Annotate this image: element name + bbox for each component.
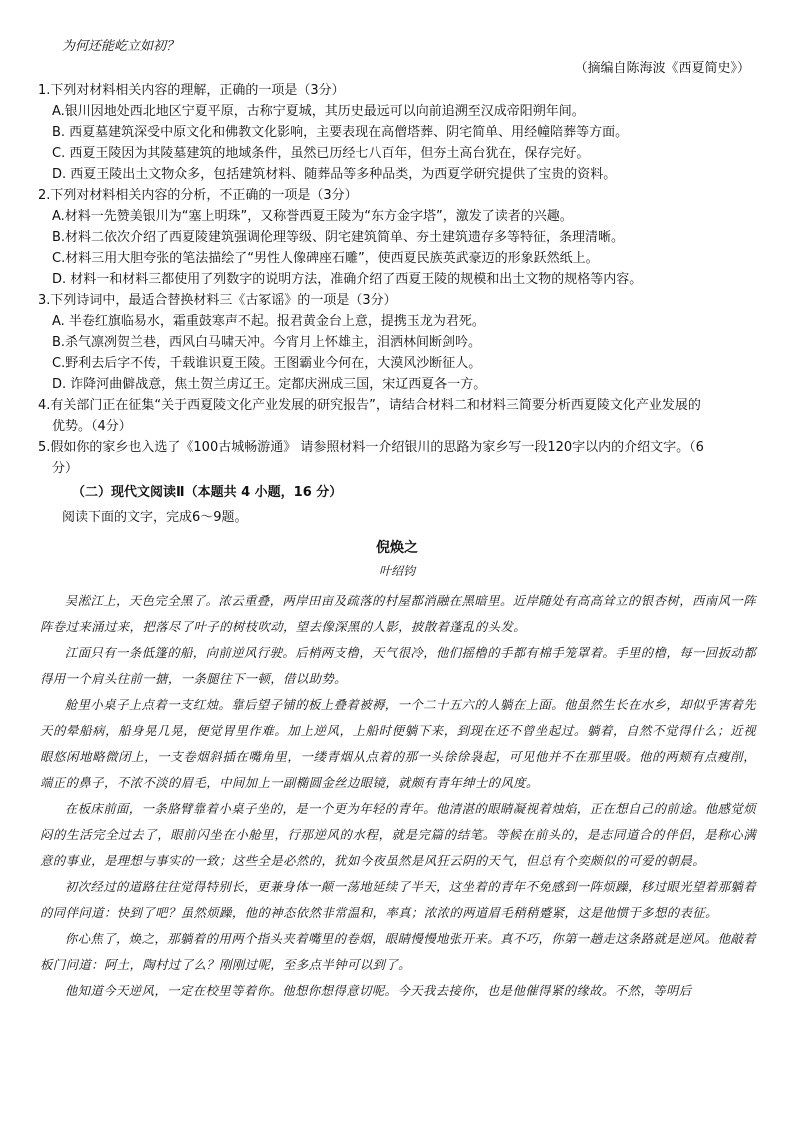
paragraph: 他知道今天逆风，一定在校里等着你。他想你想得意切呢。今天我去接你，也是他催得紧的缘故。不然，等明后 <box>64 983 692 998</box>
question-1 <box>38 80 760 185</box>
section-heading: （二）现代文阅读Ⅱ（本题共 4 小题，16 分） <box>72 485 343 500</box>
question-stem: 2.下列对材料相关内容的分析，不正确的一项是（3分） <box>38 188 358 203</box>
option-b: B.杀气凛冽贺兰巷，西风白马啸天冲。今宵月上怀雄主，泪洒林间断剑吟。 <box>52 335 482 350</box>
question-2 <box>38 185 760 290</box>
question-stem: 3.下列诗词中，最适合替换材料三《古冢谣》的一项是（3分） <box>38 293 397 308</box>
reading-passage <box>40 588 756 1004</box>
paragraph: 吴淞江上，天色完全黑了。浓云重叠，两岸田亩及疏落的村屋都消融在黑暗里。近岸随处有高高耸立的银杏树，西南风一阵阵卷过来涌过来，把落尽了叶子的树枝吹动，望去像深黑的人影，披散着蓬乱的头发。 <box>40 593 756 634</box>
paragraph: 在板床前面，一条胳臂靠着小桌子坐的，是一个更为年轻的青年。他清湛的眼睛凝视着烛焰，正在想自己的前途。他感觉烦闷的生活完全过去了，眼前闪坐在小舱里，行那逆风的水程，就是完篇的结笔。等候在前头的，是志同道合的伴侣，是称心满意的事业，是理想与事实的一致；这些全是必然的，犹如今夜虽然是风狂云阴的天气，但总有个奕颇似的可爱的朝晨。 <box>40 801 756 868</box>
question-3 <box>38 290 760 395</box>
option-c: C.野利去后字不传，千载谁识夏王陵。王图霸业今何在，大漠风沙断征人。 <box>52 356 482 371</box>
continuation-line: 为何还能屹立如初？ <box>62 39 180 54</box>
article-title: 倪焕之 <box>376 540 418 556</box>
question-4 <box>38 395 760 437</box>
article-author: 叶绍钧 <box>378 564 415 578</box>
source-citation: （摘编自陈海波《西夏简史》） <box>574 61 750 76</box>
paragraph: 你心焦了，焕之，那躺着的用两个指头夹着嘴里的卷烟，眼睛慢慢地张开来。真不巧，你第一趟走这条路就是逆风。他敲着板门问道：阿土，陶村过了么？刚刚过呢，至多点半钟可以到了。 <box>40 931 756 972</box>
question-stem: 1.下列对材料相关内容的理解，正确的一项是（3分） <box>38 83 345 98</box>
option-d: D. 诈降河曲僻战意，焦土贺兰虏辽王。定都庆洲成三国，宋辽西夏各一方。 <box>52 377 487 392</box>
paragraph: 舱里小桌子上点着一支红烛。靠后望子铺的板上叠着被褥，一个二十五六的人躺在上面。他虽然生长在水乡，却似乎害着先天的晕船病，船身晃几晃，便觉胃里作难。加上逆风，上船时便躺下来，到现在还不曾坐起过。躺着，自然不觉得什么；近视眼悠闲地略微闭上，一支卷烟斜插在嘴角里，一缕青烟从点着的那一头徐徐袅起，可见他并不在那里吸。他的两颊有点瘦削，端正的鼻子，不浓不淡的眉毛，中间加上一副椭圆金丝边眼镜，就颇有青年绅士的风度。 <box>40 697 756 790</box>
option-a: A. 半卷红旗临易水，霜重鼓寒声不起。报君黄金台上意，提携玉龙为君死。 <box>52 314 485 329</box>
instruction-text: 阅读下面的文字，完成6～9题。 <box>62 510 248 525</box>
question-text: 5.假如你的家乡也入选了《100古城畅游通》 请参照材料一介绍银川的思路为家乡写一段120字以内的介绍文字。（6 <box>38 440 704 455</box>
paragraph: 江面只有一条低篷的船，向前逆风行驶。后梢两支橹，天气很冷，他们摇橹的手都有棉手笼罩着。手里的橹，每一回扳动都得用一个肩头往前一搪，一条腿往下一顿，借以助势。 <box>40 645 756 686</box>
question-5 <box>38 437 760 479</box>
question-text: 4.有关部门正在征集“关于西夏陵文化产业发展的研究报告”，请结合材料二和材料三简要分析西夏陵文化产业发展的 <box>38 398 701 413</box>
option-b: B.材料二依次介绍了西夏陵建筑强调伦理等级、阴宅建筑简单、夯土建筑遗存多等特征，条理清晰。 <box>52 230 625 245</box>
option-d: D. 材料一和材料三都使用了列数字的说明方法，准确介绍了西夏王陵的规模和出土文物的规格等内容。 <box>52 272 643 287</box>
option-a: A.材料一先赞美银川为“塞上明珠”，又称誉西夏王陵为“东方金字塔”，激发了读者的兴趣。 <box>52 209 573 224</box>
question-text-continued: 分） <box>52 461 79 476</box>
paragraph: 初次经过的道路往往觉得特别长，更兼身体一颠一荡地延续了半天，这坐着的青年不免感到一阵烦躁，移过眼光望着那躺着的同伴问道：快到了吧？虽然烦躁，他的神态依然非常温和，率真；浓浓的两道眉毛稍稍蹙紧，这是他惯于多想的表征。 <box>40 879 756 920</box>
option-d: D. 西夏王陵出土文物众多，包括建筑材料、随葬品等多种品类，为西夏学研究提供了宝贵的资料。 <box>52 167 617 182</box>
option-c: C.材料三用大胆夸张的笔法描绘了“男性人像碑座石雕”，使西夏民族英武豪迈的形象跃然纸上。 <box>52 251 599 266</box>
option-a: A.银川因地处西北地区宁夏平原，古称宁夏城，其历史最远可以向前追溯至汉成帝阳朔年间。 <box>52 104 585 119</box>
question-text-continued: 优势。（4分） <box>52 419 132 434</box>
question-list <box>38 80 760 479</box>
option-b: B. 西夏墓建筑深受中原文化和佛教文化影响，主要表现在高僧塔葬、阴宅简单、用经幢陪葬等方面。 <box>52 125 629 140</box>
option-c: C. 西夏王陵因为其陵墓建筑的地域条件，虽然已历经七八百年，但夯土高台犹在，保存完好。 <box>52 146 590 161</box>
